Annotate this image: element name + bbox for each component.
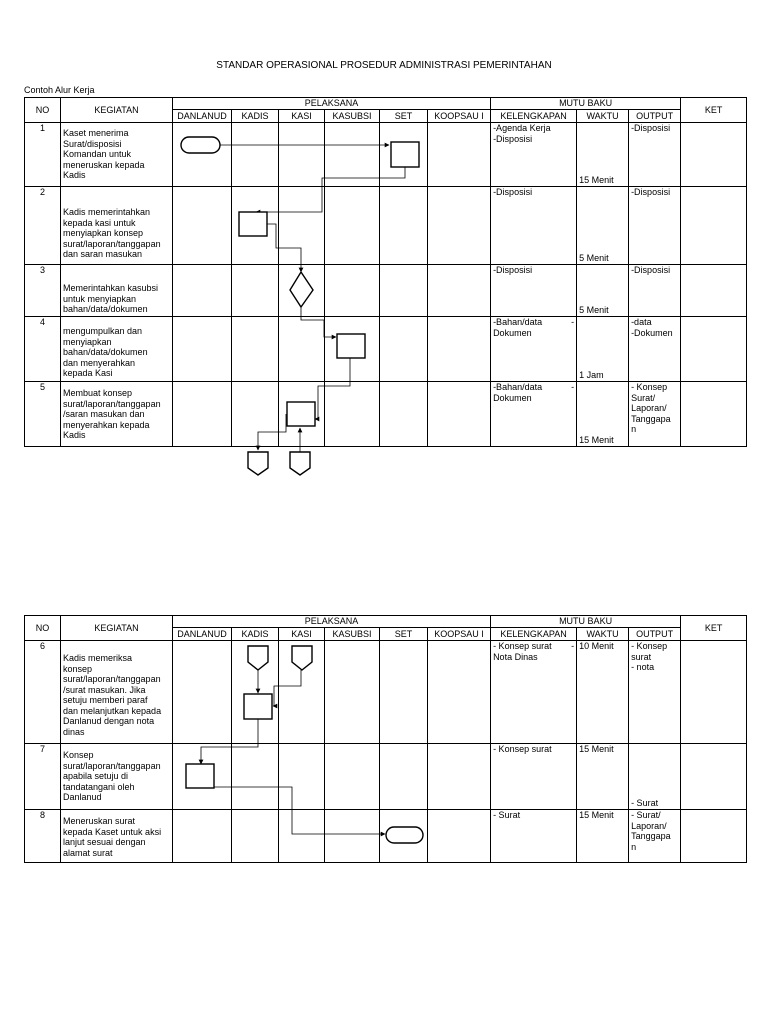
row-kelengkapan: [491, 265, 577, 317]
header-kelengkapan: KELENGKAPAN: [491, 628, 577, 641]
kelengkapan-line: Dokumen: [493, 392, 532, 403]
row-waktu: [577, 123, 629, 187]
waktu-value: 5 Menit: [579, 304, 609, 315]
row-kegiatan: Memerintahkan kasubsi untuk menyiapkan bahan/data/dokumen: [61, 265, 173, 317]
row-ket: [681, 123, 747, 187]
document-title: STANDAR OPERASIONAL PROSEDUR ADMINISTRASI PEMERINTAHAN: [216, 60, 552, 71]
header-koopsau: KOOPSAU I: [428, 110, 491, 123]
row-no: 7: [25, 744, 61, 810]
row-waktu: [577, 265, 629, 317]
row-ket: [681, 187, 747, 265]
kelengkapan-line: -Agenda Kerja: [493, 123, 551, 133]
row-kegiatan: Konsep surat/laporan/tanggapan apabila setuju di tandatangani oleh Danlanud: [61, 744, 173, 810]
row-kelengkapan: [491, 810, 577, 863]
row-kegiatan: mengumpulkan dan menyiapkan bahan/data/dokumen dan menyerahkan kepada Kasi: [61, 317, 173, 382]
row-kelengkapan: [491, 641, 577, 744]
header-kegiatan: KEGIATAN: [61, 98, 173, 123]
header-pelaksana: PELAKSANA: [173, 98, 491, 110]
header-mutu-baku: MUTU BAKU: [491, 98, 681, 110]
row-ket: [681, 744, 747, 810]
header-kasi: KASI: [279, 110, 325, 123]
kelengkapan-line: Dokumen: [493, 327, 532, 338]
row-waktu: [577, 187, 629, 265]
kelengkapan-line: - Konsep surat: [493, 641, 552, 651]
table-row: [25, 744, 747, 810]
table-row: [25, 641, 747, 744]
table-row: [25, 317, 747, 382]
waktu-value: 5 Menit: [579, 252, 609, 263]
header-kasubsi: KASUBSI: [325, 110, 380, 123]
kelengkapan-line: Nota Dinas: [493, 651, 538, 662]
offpage-connector-shape: [248, 452, 268, 475]
header-waktu: WAKTU: [577, 628, 629, 641]
row-no: 6: [25, 641, 61, 744]
header-kelengkapan: KELENGKAPAN: [491, 110, 577, 123]
row-output: - Surat/ Laporan/ Tanggapa n: [629, 810, 681, 863]
header-kegiatan: KEGIATAN: [61, 616, 173, 641]
row-kegiatan: Membuat konsep surat/laporan/tanggapan /saran masukan dan menyerahkan kepada Kadis: [61, 382, 173, 447]
output-value: - Surat: [631, 797, 659, 808]
header-pelaksana: PELAKSANA: [173, 616, 491, 628]
row-output: [629, 744, 681, 810]
header-output: OUTPUT: [629, 110, 681, 123]
row-kelengkapan: [491, 187, 577, 265]
table-row: [25, 187, 747, 265]
header-ket: KET: [681, 616, 747, 641]
header-set: SET: [380, 628, 428, 641]
header-danlanud: DANLANUD: [173, 110, 232, 123]
waktu-value: 15 Menit: [579, 174, 614, 185]
kelengkapan-line: -Bahan/data: [493, 317, 543, 327]
table-row: [25, 382, 747, 447]
header-danlanud: DANLANUD: [173, 628, 232, 641]
row-kelengkapan: [491, 744, 577, 810]
row-kelengkapan: [491, 317, 577, 382]
row-ket: [681, 265, 747, 317]
header-no: NO: [25, 616, 61, 641]
row-output: -data -Dokumen: [629, 317, 681, 382]
header-output: OUTPUT: [629, 628, 681, 641]
document-subtitle: Contoh Alur Kerja: [24, 85, 95, 95]
kelengkapan-line: - Surat: [493, 810, 521, 820]
row-ket: [681, 641, 747, 744]
row-output: -Disposisi: [629, 265, 681, 317]
row-ket: [681, 810, 747, 863]
row-no: 3: [25, 265, 61, 317]
sop-table-1: [24, 97, 747, 447]
row-kegiatan: Kadis memerintahkan kepada kasi untuk menyiapkan konsep surat/laporan/tanggapan dan saran masukan: [61, 187, 173, 265]
sop-table-2: [24, 615, 747, 863]
row-ket: [681, 382, 747, 447]
header-set: SET: [380, 110, 428, 123]
row-output: -Disposisi: [629, 123, 681, 187]
row-ket: [681, 317, 747, 382]
header-kasubsi: KASUBSI: [325, 628, 380, 641]
kelengkapan-dash: -: [571, 382, 575, 392]
row-waktu: [577, 641, 629, 744]
row-kelengkapan: [491, 382, 577, 447]
row-waktu: [577, 382, 629, 447]
kelengkapan-line: -Disposisi: [493, 187, 533, 197]
waktu-value: 15 Menit: [579, 744, 614, 754]
waktu-value: 15 Menit: [579, 434, 614, 445]
kelengkapan-line: -Disposisi: [493, 133, 533, 144]
header-mutu-baku: MUTU BAKU: [491, 616, 681, 628]
row-kelengkapan: [491, 123, 577, 187]
kelengkapan-line: -Bahan/data: [493, 382, 543, 392]
header-kadis: KADIS: [232, 628, 279, 641]
header-kasi: KASI: [279, 628, 325, 641]
row-no: 1: [25, 123, 61, 187]
row-kegiatan: Kadis memeriksa konsep surat/laporan/tanggapan /surat masukan. Jika setuju memberi paraf dan melanjutkan kepada Danlanud dengan nota dinas: [61, 641, 173, 744]
header-ket: KET: [681, 98, 747, 123]
row-waktu: [577, 317, 629, 382]
table-row: [25, 810, 747, 863]
row-kegiatan: Kaset menerima Surat/disposisi Komandan untuk meneruskan kepada Kadis: [61, 123, 173, 187]
header-koopsau: KOOPSAU I: [428, 628, 491, 641]
row-waktu: [577, 744, 629, 810]
row-output: - Konsep Surat/ Laporan/ Tanggapa n: [629, 382, 681, 447]
header-no: NO: [25, 98, 61, 123]
row-no: 2: [25, 187, 61, 265]
header-waktu: WAKTU: [577, 110, 629, 123]
row-output: - Konsep surat - nota: [629, 641, 681, 744]
row-no: 8: [25, 810, 61, 863]
waktu-value: 1 Jam: [579, 369, 604, 380]
kelengkapan-dash: -: [571, 317, 575, 327]
table-row: [25, 123, 747, 187]
offpage-connector-shape: [290, 452, 310, 475]
waktu-value: 10 Menit: [579, 641, 614, 651]
kelengkapan-dash: -: [571, 641, 575, 651]
row-kegiatan: Meneruskan surat kepada Kaset untuk aksi lanjut sesuai dengan alamat surat: [61, 810, 173, 863]
row-no: 5: [25, 382, 61, 447]
waktu-value: 15 Menit: [579, 810, 614, 820]
table-row: [25, 265, 747, 317]
row-no: 4: [25, 317, 61, 382]
row-output: -Disposisi: [629, 187, 681, 265]
kelengkapan-line: -Disposisi: [493, 265, 533, 275]
kelengkapan-line: - Konsep surat: [493, 744, 552, 754]
header-kadis: KADIS: [232, 110, 279, 123]
row-waktu: [577, 810, 629, 863]
